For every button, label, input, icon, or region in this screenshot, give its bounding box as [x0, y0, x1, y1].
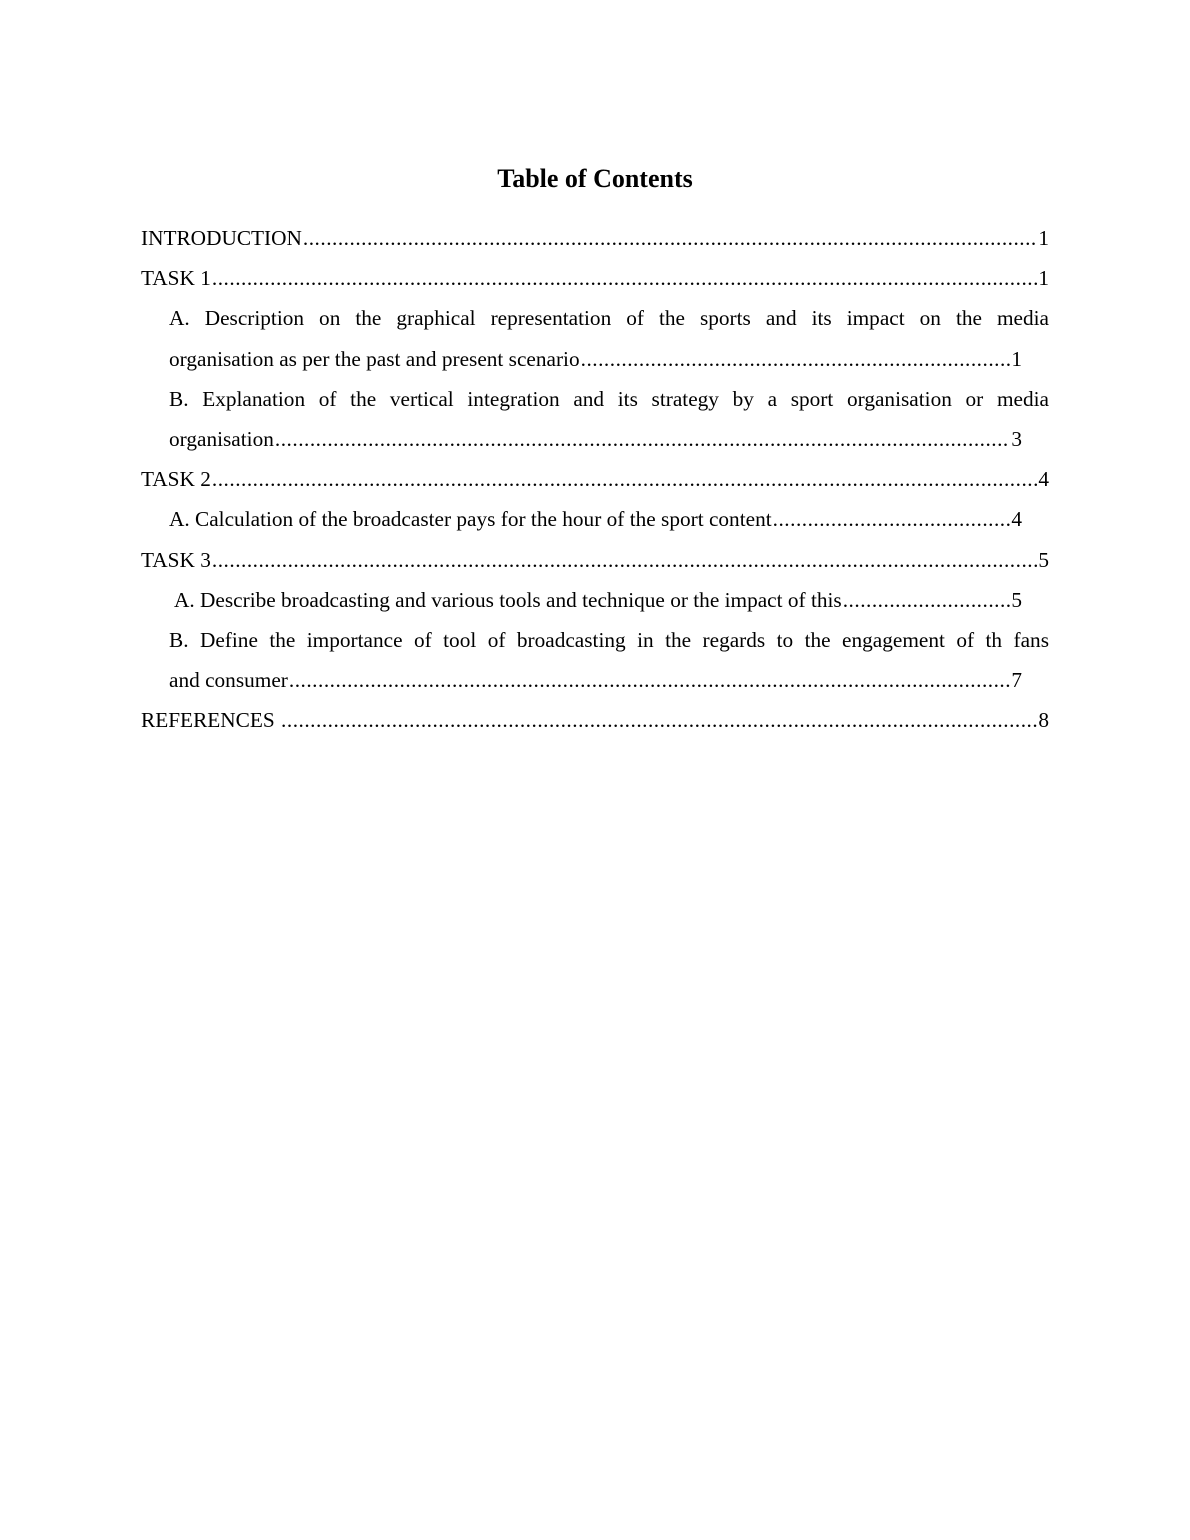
toc-entry-label-line-2: organisation as per the past and present scenario — [169, 346, 580, 371]
toc-page-number: 1 — [1038, 226, 1049, 250]
toc-page-number: 3 — [1011, 427, 1022, 452]
dot-leader — [581, 339, 1011, 379]
dot-leader — [289, 660, 1010, 700]
toc-entry-label: A. Calculation of the broadcaster pays for the hour of the sport content — [169, 507, 772, 532]
toc-entry-label: A. Describe broadcasting and various tools and technique or the impact of this — [174, 587, 842, 612]
toc-page-number: 5 — [1011, 587, 1022, 612]
table-of-contents — [141, 218, 1049, 741]
toc-entry-label: REFERENCES — [141, 708, 281, 733]
toc-entry-task-1[interactable] — [141, 258, 1049, 298]
toc-page-number: 4 — [1038, 467, 1049, 492]
toc-entry-label-line-1: B. Define the importance of tool of broadcasting in the regards to the engagement of th fans — [169, 628, 1049, 653]
toc-entry-task-3-b[interactable] — [169, 620, 1049, 700]
toc-page-number: 5 — [1038, 547, 1049, 572]
toc-entry-introduction[interactable] — [141, 218, 1049, 258]
dot-leader — [303, 218, 1037, 258]
toc-entry-label-line-1: B. Explanation of the vertical integration and its strategy by a sport organisation or media — [169, 386, 1049, 411]
toc-page-number: 1 — [1038, 266, 1049, 291]
dot-leader — [275, 419, 1010, 459]
dot-leader — [843, 580, 1011, 620]
page-title: Table of Contents — [497, 164, 693, 193]
toc-entry-label: TASK 1 — [141, 266, 211, 291]
toc-entry-task-1-b[interactable] — [169, 379, 1049, 459]
toc-entry-task-3[interactable] — [141, 540, 1049, 580]
toc-entry-references[interactable] — [141, 700, 1049, 740]
toc-page-number: 8 — [1038, 708, 1049, 733]
toc-entry-label: INTRODUCTION — [141, 226, 302, 250]
toc-entry-label-line-1: A. Description on the graphical representation of the sports and its impact on the media — [169, 306, 1049, 331]
toc-entry-task-3-a[interactable] — [174, 580, 1022, 620]
toc-page-number: 4 — [1011, 507, 1022, 532]
dot-leader — [212, 540, 1037, 580]
toc-entry-task-2[interactable] — [141, 459, 1049, 499]
toc-entry-label-line-2: organisation — [169, 427, 274, 452]
toc-page-number: 1 — [1011, 346, 1022, 371]
dot-leader — [773, 499, 1011, 539]
toc-entry-task-2-a[interactable] — [169, 499, 1022, 539]
toc-page-number: 7 — [1011, 668, 1022, 693]
toc-entry-label: TASK 3 — [141, 547, 211, 572]
toc-entry-label-line-2: and consumer — [169, 668, 288, 693]
toc-entry-task-1-a[interactable] — [169, 298, 1049, 378]
dot-leader — [212, 459, 1037, 499]
dot-leader — [212, 258, 1037, 298]
toc-entry-label: TASK 2 — [141, 467, 211, 492]
dot-leader — [281, 700, 1037, 740]
